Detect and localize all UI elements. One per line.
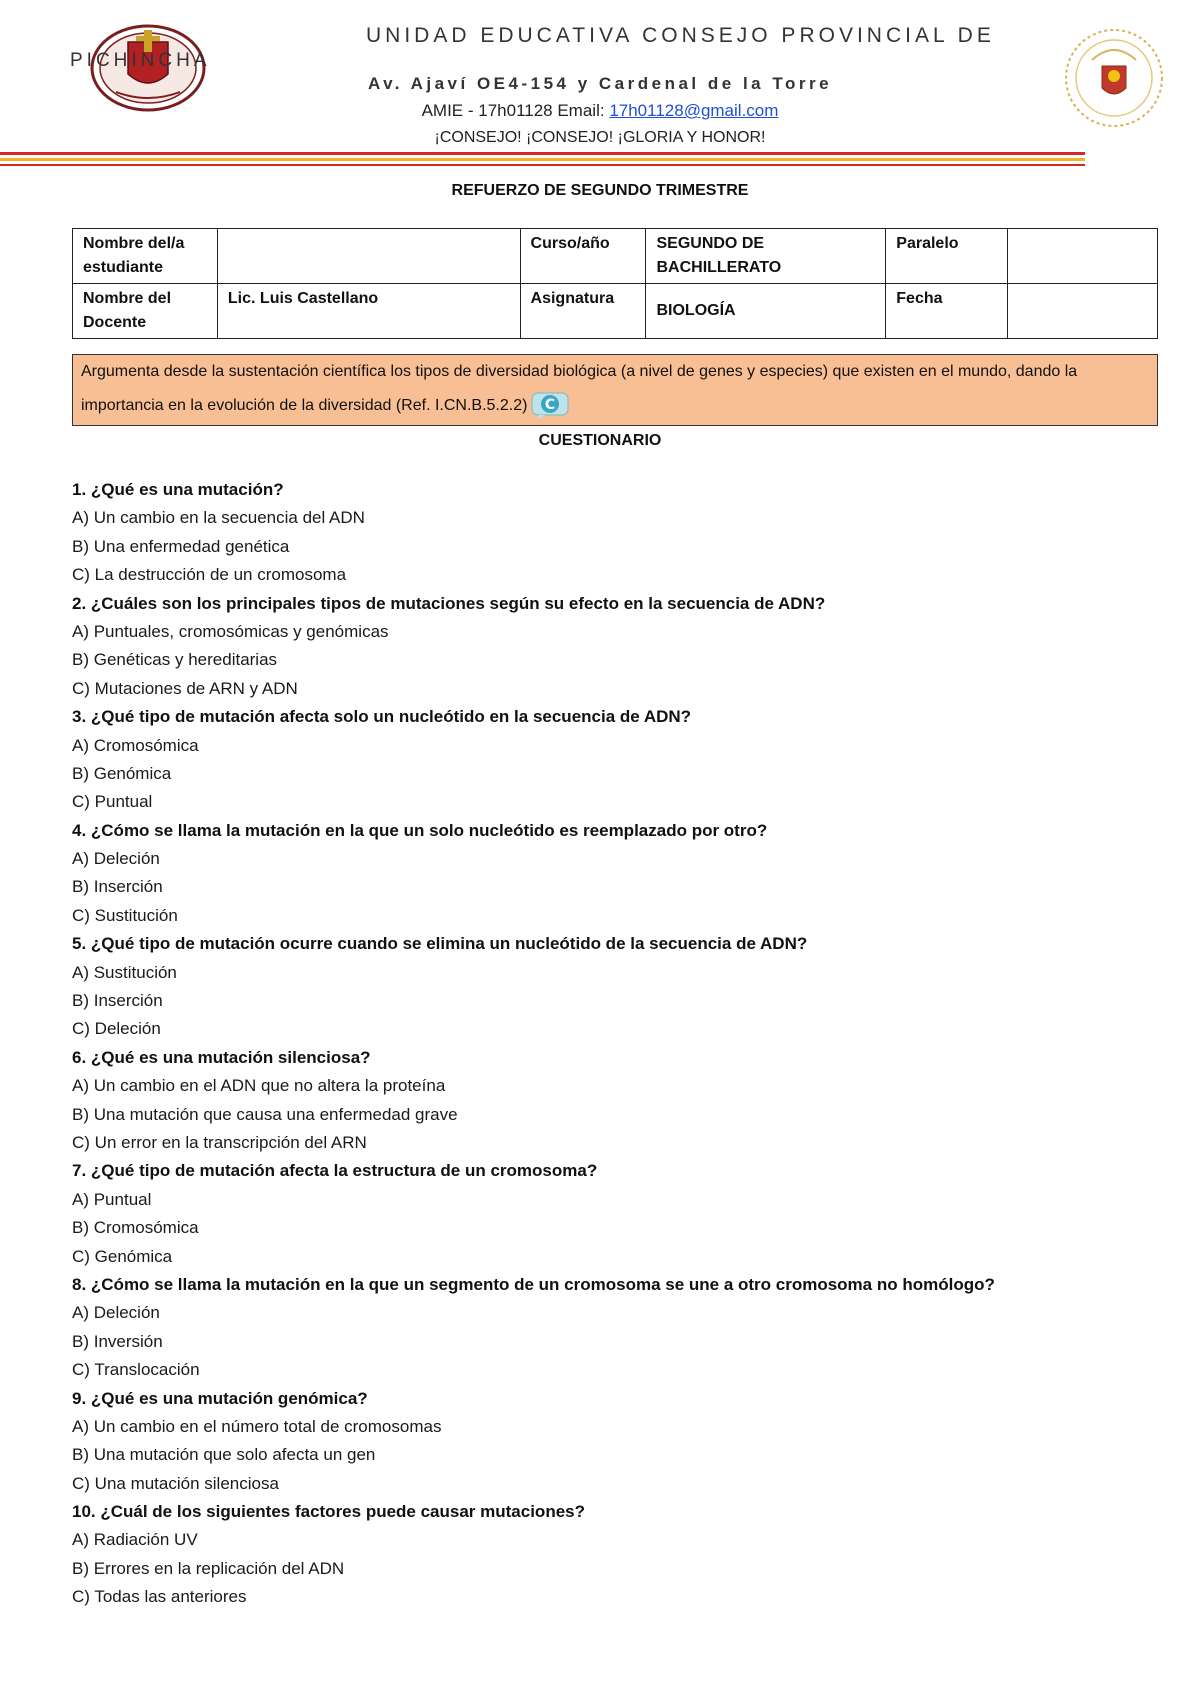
answer-option[interactable]: A) Puntuales, cromosómicas y genómicas bbox=[72, 621, 389, 641]
answer-option[interactable]: C) Deleción bbox=[72, 1019, 161, 1039]
school-address: Av. Ajaví OE4-154 y Cardenal de la Torre bbox=[367, 74, 833, 93]
answer-option[interactable]: C) Genómica bbox=[72, 1246, 173, 1266]
answer-option[interactable]: C) Todas las anteriores bbox=[72, 1587, 247, 1607]
answer-option[interactable]: C) Una mutación silenciosa bbox=[72, 1473, 279, 1493]
answer-option[interactable]: C) Un error en la transcripción del ARN bbox=[72, 1132, 367, 1152]
questionnaire-title: CUESTIONARIO bbox=[538, 432, 662, 449]
answer-option[interactable]: B) Inserción bbox=[72, 877, 163, 897]
question-7: 7. ¿Qué tipo de mutación afecta la estructura de un cromosoma? bbox=[72, 1161, 598, 1181]
answer-option[interactable]: B) Genómica bbox=[72, 763, 172, 783]
answer-option[interactable]: B) Inserción bbox=[72, 991, 163, 1011]
answer-option[interactable]: A) Deleción bbox=[72, 849, 160, 869]
answer-option[interactable]: A) Un cambio en el número total de cromosomas bbox=[72, 1416, 442, 1436]
student-info-table bbox=[72, 228, 1158, 339]
teacher-name-value: Lic. Luis Castellano bbox=[217, 284, 520, 339]
answer-option[interactable]: B) Genéticas y hereditarias bbox=[72, 650, 278, 670]
answer-option[interactable]: C) Puntual bbox=[72, 792, 153, 812]
table-row bbox=[73, 284, 1158, 339]
answer-option[interactable]: B) Errores en la replicación del ADN bbox=[72, 1558, 345, 1578]
subject-label: Asignatura bbox=[520, 284, 646, 339]
question-1: 1. ¿Qué es una mutación? bbox=[72, 480, 284, 499]
parallel-label: Paralelo bbox=[886, 229, 1008, 284]
question-list bbox=[72, 476, 1182, 1612]
question-6: 6. ¿Qué es una mutación silenciosa? bbox=[72, 1047, 371, 1067]
objective-box bbox=[72, 354, 1158, 426]
school-name-line-1: UNIDAD EDUCATIVA CONSEJO PROVINCIAL DE bbox=[366, 24, 995, 47]
answer-option[interactable]: A) Deleción bbox=[72, 1303, 160, 1323]
school-contact bbox=[0, 101, 1200, 121]
svg-text:C: C bbox=[545, 396, 556, 413]
question-2: 2. ¿Cuáles son los principales tipos de mutaciones según su efecto en la secuencia de ADN? bbox=[72, 593, 826, 613]
email-link[interactable]: 17h01128@gmail.com bbox=[609, 101, 779, 120]
answer-option[interactable]: A) Radiación UV bbox=[72, 1530, 198, 1550]
answer-option[interactable]: B) Una enfermedad genética bbox=[72, 536, 290, 556]
student-name-field[interactable] bbox=[217, 229, 520, 284]
header-rule-red bbox=[0, 152, 1085, 155]
date-field[interactable] bbox=[1008, 284, 1158, 339]
objective-text: Argumenta desde la sustentación científica los tipos de diversidad biológica (a nivel de genes y especies) que existen en el mundo, dando la importancia en la evolución de la diversidad (Ref. I.CN.B.5.2.2) bbox=[81, 363, 1078, 414]
answer-option[interactable]: C) Sustitución bbox=[72, 905, 178, 925]
school-motto: ¡CONSEJO! ¡CONSEJO! ¡GLORIA Y HONOR! bbox=[434, 129, 766, 146]
amie-code: AMIE - 17h01128 Email: bbox=[421, 101, 610, 120]
course-label: Curso/año bbox=[520, 229, 646, 284]
answer-option[interactable]: B) Cromosómica bbox=[72, 1218, 199, 1238]
answer-option[interactable]: A) Puntual bbox=[72, 1189, 152, 1209]
header-rule-red-thin bbox=[0, 164, 1085, 166]
course-value: SEGUNDO DE BACHILLERATO bbox=[646, 229, 886, 284]
question-10: 10. ¿Cuál de los siguientes factores puede causar mutaciones? bbox=[72, 1502, 585, 1522]
answer-option[interactable]: A) Un cambio en la secuencia del ADN bbox=[72, 508, 365, 528]
comment-icon[interactable] bbox=[531, 392, 569, 420]
question-4: 4. ¿Cómo se llama la mutación en la que un solo nucleótido es reemplazado por otro? bbox=[72, 820, 768, 840]
anniversary-logo bbox=[1062, 26, 1166, 130]
answer-option[interactable]: B) Inversión bbox=[72, 1331, 163, 1351]
answer-option[interactable]: B) Una mutación que causa una enfermedad grave bbox=[72, 1104, 458, 1124]
answer-option[interactable]: C) La destrucción de un cromosoma bbox=[72, 565, 347, 585]
answer-option[interactable]: C) Mutaciones de ARN y ADN bbox=[72, 678, 298, 698]
header-rule-yellow bbox=[0, 158, 1085, 161]
answer-option[interactable]: A) Un cambio en el ADN que no altera la proteína bbox=[72, 1076, 446, 1096]
question-8: 8. ¿Cómo se llama la mutación en la que un segmento de un cromosoma se une a otro cromosoma no homólogo? bbox=[72, 1274, 995, 1294]
answer-option[interactable]: B) Una mutación que solo afecta un gen bbox=[72, 1445, 376, 1465]
student-name-label: Nombre del/a estudiante bbox=[73, 229, 218, 284]
answer-option[interactable]: A) Cromosómica bbox=[72, 735, 199, 755]
teacher-name-label: Nombre del Docente bbox=[73, 284, 218, 339]
date-label: Fecha bbox=[886, 284, 1008, 339]
parallel-field[interactable] bbox=[1008, 229, 1158, 284]
school-name-line-2: PICHINCHA bbox=[70, 50, 211, 71]
document-title: REFUERZO DE SEGUNDO TRIMESTRE bbox=[451, 182, 749, 199]
question-5: 5. ¿Qué tipo de mutación ocurre cuando se elimina un nucleótido de la secuencia de ADN? bbox=[72, 934, 808, 954]
answer-option[interactable]: A) Sustitución bbox=[72, 962, 177, 982]
subject-value: BIOLOGÍA bbox=[646, 284, 886, 339]
answer-option[interactable]: C) Translocación bbox=[72, 1360, 200, 1380]
question-9: 9. ¿Qué es una mutación genómica? bbox=[72, 1388, 368, 1408]
question-3: 3. ¿Qué tipo de mutación afecta solo un nucleótido en la secuencia de ADN? bbox=[72, 707, 692, 727]
table-row bbox=[73, 229, 1158, 284]
